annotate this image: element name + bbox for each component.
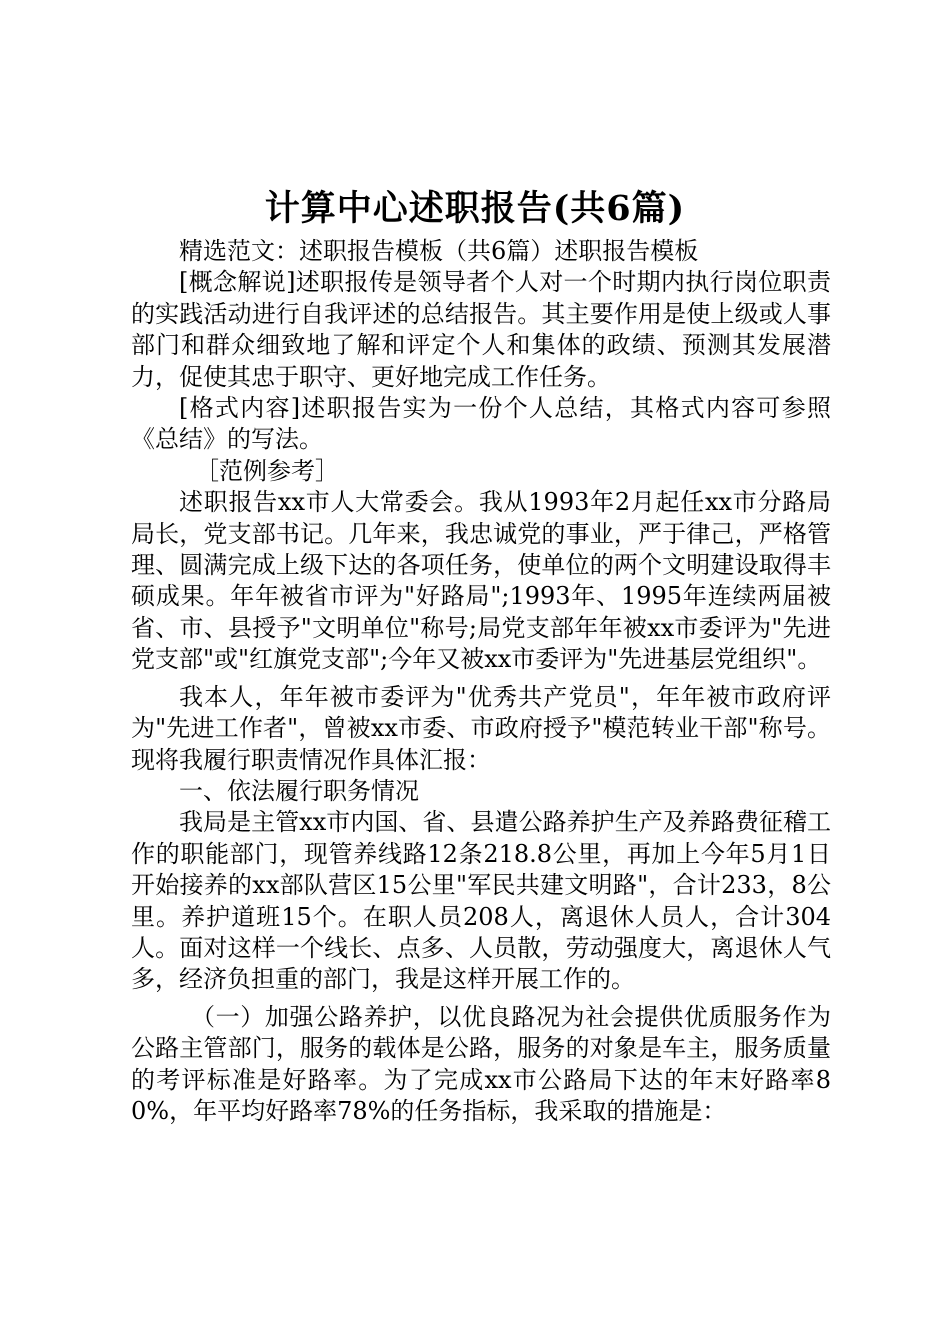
paragraph-format: [格式内容]述职报告实为一份个人总结，其格式内容可参照《总结》的写法。 bbox=[131, 394, 831, 454]
paragraph-report-opening: 述职报告xx市人大常委会。我从1993年2月起任xx市分路局局长，党支部书记。几年来，我忠诚党的事业，严于律己，严格管理、圆满完成上级下达的各项任务，使单位的两个文明建设取得丰硕成果。年年被省市评为"好路局";1993年、1995年连续两届被省、市、县授予"文明单位"称号;局党支部年年被xx市委评为"先进党支部"或"红旗党支部";今年又被xx市委评为"先进基层党组织"。 bbox=[131, 488, 831, 674]
paragraph-road-maintenance: （一）加强公路养护，以优良路况为社会提供优质服务作为公路主管部门，服务的载体是公路，服务的对象是车主，服务质量的考评标准是好路率。为了完成xx市公路局下达的年末好路率80%，年平均好路率78%的任务指标，我采取的措施是： bbox=[131, 1002, 831, 1125]
document-body bbox=[131, 236, 831, 1127]
paragraph-example-heading: ［范例参考］ bbox=[195, 456, 339, 485]
paragraph-intro: 精选范文：述职报告模板（共6篇）述职报告模板 bbox=[179, 237, 699, 265]
section-heading-duties: 一、依法履行职务情况 bbox=[179, 776, 419, 805]
paragraph-department-overview: 我局是主管xx市内国、省、县遣公路养护生产及养路费征稽工作的职能部门，现管养线路12条218.8公里，再加上今年5月1日开始接养的xx部队营区15公里"军民共建文明路"，合计233，8公里。养护道班15个。在职人员208人，离退休人员人，合计304人。面对这样一个线长、点多、人员散，劳动强度大，离退休人气多，经济负担重的部门，我是这样开展工作的。 bbox=[131, 808, 831, 994]
paragraph-personal-honors: 我本人，年年被市委评为"优秀共产党员"，年年被市政府评为"先进工作者"，曾被xx市委、市政府授予"模范转业干部"称号。现将我履行职责情况作具体汇报： bbox=[131, 682, 831, 774]
paragraph-concept: [概念解说]述职报传是领导者个人对一个时期内执行岗位职责的实践活动进行自我评述的总结报告。其主要作用是使上级或人事部门和群众细致地了解和评定个人和集体的政绩、预测其发展潜力，促使其忠于职守、更好地完成工作任务。 bbox=[131, 268, 831, 391]
document-title: 计算中心述职报告(共6篇) bbox=[264, 188, 686, 229]
